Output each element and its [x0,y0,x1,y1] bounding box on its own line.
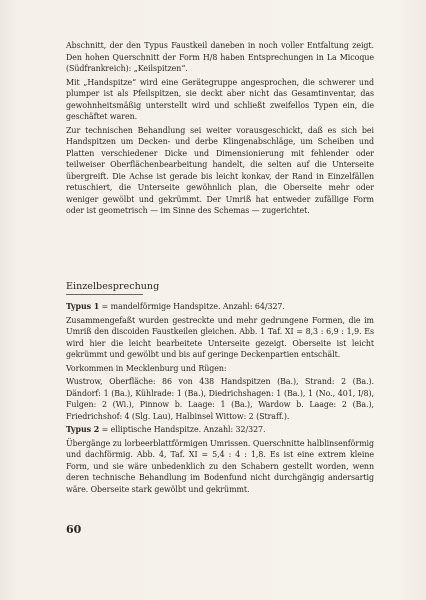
typus-1-description: Zusammengefaßt wurden gestreckte und mehr gedrungene Formen, die im Umriß den discoiden Faustkeilen gleichen. Abb. 1 Taf. XI = 8,3 : 6,9 : 1,9. Es wird hier die leicht bearbeitete Unterseite gezeigt. Oberseite ist leicht gekrümmt und gewölbt und bis auf geringe Deckenpartien entschält. [66,315,374,359]
section-heading: Einzelbesprechung [66,281,160,292]
heading-underline [66,294,143,295]
paragraph-faustkeil: Abschnitt, der den Typus Faustkeil daneben in noch voller Entfaltung zeigt. Den hohen Querschnitt der Form H/8 haben Entsprechungen in La Micoque (Südfrankreich): „Keilspitzen“. [66,41,374,73]
vorkommen-list: Wustrow, Oberfläche: 86 von 438 Handspitzen (Ba.), Strand: 2 (Ba.). Dändorf: 1 (Ba.), Kühlrade: 1 (Ba.), Diedrichshagen: 1 (Ba.), 1 (No., 401, I/8), Fulgen: 2 (Wi.), Pinnow b. Laage: 1 (Ba.), Wardow b. Laage: 2 (Ba.), Friedrichshof: 4 (Slg. Lau), Halbinsel Wittow: 2 (Straff.). [66,377,374,421]
page-number: 60 [66,523,82,536]
typus-2-definition: = elliptische Handspitze. Anzahl: 32/327. [99,425,266,434]
typus-1-definition: = mandelförmige Handspitze. Anzahl: 64/327. [99,302,285,311]
paragraph-handspitze-definition: Mit „Handspitze“ wird eine Gerätegruppe angesprochen, die schwerer und plumper ist als Pfeilspitzen, sie deckt aber nicht das Gesamtinventar, das gewohnheitsmäßig unterstellt wird und schließt zweifellos Typen ein, die geschäftet waren. [66,77,374,121]
typus-2-title [66,424,374,436]
typus-1-label: Typus 1 [66,302,100,311]
typus-2-label: Typus 2 [66,425,100,434]
typus-2-description: Übergänge zu lorbeerblattförmigen Umrissen. Querschnitte halblinsenförmig und dachförmig. Abb. 4, Taf. XI = 5,4 : 4 : 1,8. Es ist eine extrem kleine Form, und sie wäre unbedenklich zu den Schabern gestellt worden, wenn deren technische Behandlung im Bodenfund nicht durchgängig andersartig wäre. Oberseite stark gewölbt und gekrümmt. [66,438,374,494]
lower-text-block [66,301,374,495]
upper-text-block [66,40,374,217]
vorkommen-heading: Vorkommen in Mecklenburg und Rügen: [66,363,227,373]
typus-1-title [66,301,374,313]
paragraph-technische-behandlung: Zur technischen Behandlung sei weiter vorausgeschickt, daß es sich bei Handspitzen um Decken- und derbe Klingenabschläge, um Scheiben und Platten verschiedener Dicke und Dimensionierung mit fehlender oder teilweiser Oberflächenbearbeitung handelt, die selten auf die Unterseite übergreift. Die Achse ist gerade bis leicht konkav, der Rand in Einzelfällen retuschiert, die Unterseite gewöhnlich plan, die Oberseite mehr oder weniger gewölbt und gekrümmt. Der Umriß hat entweder zufällige Form oder ist geometrisch — im Sinne des Schemas — zugerichtet. [66,125,374,215]
